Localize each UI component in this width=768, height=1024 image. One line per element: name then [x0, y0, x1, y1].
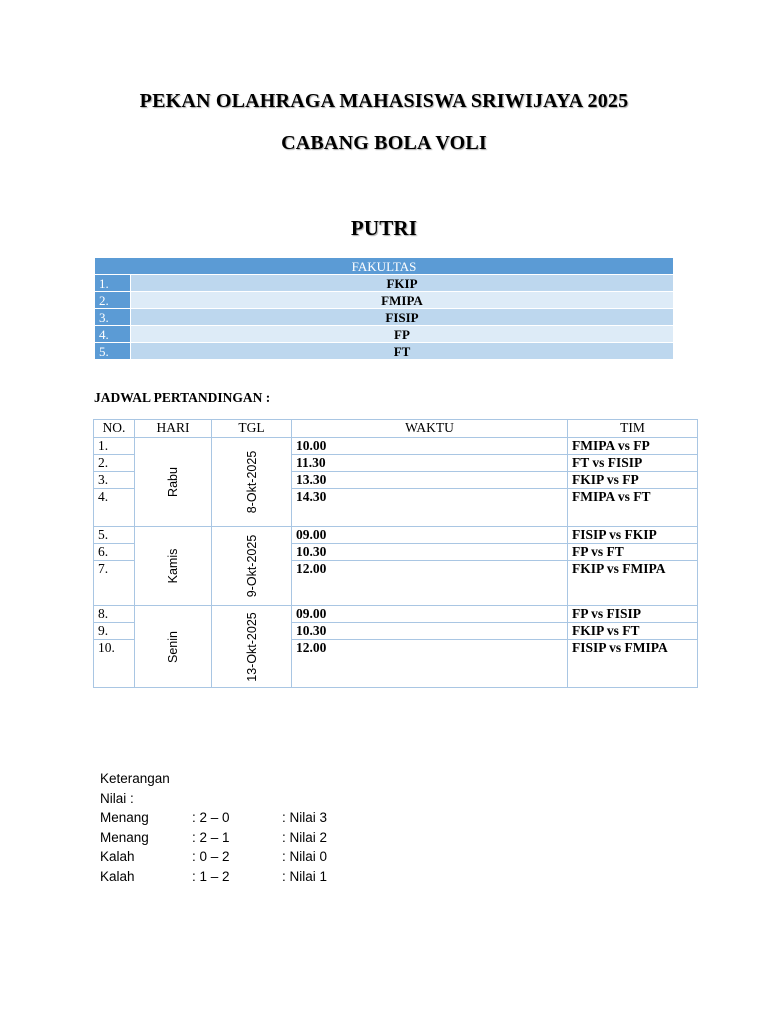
- keterangan-subtitle: Nilai :: [100, 790, 134, 806]
- fakultas-no: 4.: [95, 326, 131, 343]
- header-tgl: TGL: [212, 420, 292, 438]
- fakultas-no: 1.: [95, 275, 131, 292]
- match-teams: FP vs FISIP: [568, 606, 698, 623]
- result-label: Menang: [100, 829, 149, 845]
- match-time: 10.30: [292, 544, 568, 561]
- match-no: 7.: [94, 561, 135, 606]
- fakultas-name: FMIPA: [131, 292, 674, 309]
- date-label: 13-Okt-2025: [244, 611, 259, 682]
- header-no: NO.: [94, 420, 135, 438]
- day-cell: [135, 527, 212, 606]
- match-no: 10.: [94, 640, 135, 688]
- match-time: 10.30: [292, 623, 568, 640]
- match-no: 8.: [94, 606, 135, 623]
- fakultas-row: [95, 275, 674, 292]
- match-time: 12.00: [292, 640, 568, 688]
- fakultas-header: FAKULTAS: [95, 258, 674, 275]
- fakultas-name: FISIP: [131, 309, 674, 326]
- match-time: 12.00: [292, 561, 568, 606]
- keterangan-row: [100, 828, 327, 848]
- category-heading: PUTRI: [350, 216, 418, 240]
- match-time: 11.30: [292, 455, 568, 472]
- match-no: 9.: [94, 623, 135, 640]
- match-row: [94, 606, 698, 623]
- match-time: 09.00: [292, 606, 568, 623]
- match-time: 14.30: [292, 489, 568, 527]
- result-label: Kalah: [100, 868, 135, 884]
- match-time: 09.00: [292, 527, 568, 544]
- match-teams: FKIP vs FT: [568, 623, 698, 640]
- schedule-table: [93, 419, 698, 688]
- day-label: Kamis: [166, 548, 180, 584]
- match-no: 2.: [94, 455, 135, 472]
- fakultas-header-row: [95, 258, 674, 275]
- match-no: 6.: [94, 544, 135, 561]
- match-time: 10.00: [292, 438, 568, 455]
- result-label: Kalah: [100, 849, 135, 864]
- schedule-header-row: [94, 420, 698, 438]
- match-row: [94, 438, 698, 455]
- keterangan-section: [100, 769, 327, 886]
- nilai-label: : Nilai 2: [282, 829, 328, 845]
- nilai-label: : Nilai 1: [282, 868, 328, 884]
- match-teams: FP vs FT: [568, 544, 698, 561]
- nilai-label: : Nilai 0: [282, 849, 328, 864]
- match-teams: FKIP vs FP: [568, 472, 698, 489]
- match-no: 1.: [94, 438, 135, 455]
- keterangan-row: [100, 847, 327, 867]
- match-teams: FISIP vs FKIP: [568, 527, 698, 544]
- fakultas-name: FP: [131, 326, 674, 343]
- match-no: 5.: [94, 527, 135, 544]
- fakultas-no: 2.: [95, 292, 131, 309]
- fakultas-row: [95, 326, 674, 343]
- page-title: PEKAN OLAHRAGA MAHASISWA SRIWIJAYA 2025: [139, 90, 629, 112]
- fakultas-table: [94, 257, 674, 360]
- date-cell: [212, 438, 292, 527]
- date-cell: [212, 606, 292, 688]
- date-label: 8-Okt-2025: [244, 450, 259, 514]
- score-label: : 2 – 0: [192, 810, 230, 825]
- header-waktu: WAKTU: [292, 420, 568, 438]
- fakultas-name: FKIP: [131, 275, 674, 292]
- fakultas-row: [95, 309, 674, 326]
- match-teams: FISIP vs FMIPA: [568, 640, 698, 688]
- keterangan-row: [100, 867, 327, 887]
- match-no: 4.: [94, 489, 135, 527]
- day-cell: [135, 438, 212, 527]
- fakultas-no: 3.: [95, 309, 131, 326]
- date-cell: [212, 527, 292, 606]
- score-label: : 2 – 1: [192, 829, 230, 845]
- match-teams: FMIPA vs FP: [568, 438, 698, 455]
- date-label: 9-Okt-2025: [244, 534, 259, 598]
- keterangan-row: [100, 808, 327, 828]
- keterangan-title: Keterangan: [100, 771, 170, 786]
- score-label: : 0 – 2: [192, 849, 230, 864]
- match-no: 3.: [94, 472, 135, 489]
- match-teams: FT vs FISIP: [568, 455, 698, 472]
- header-hari: HARI: [135, 420, 212, 438]
- page-subtitle: CABANG BOLA VOLI: [281, 132, 487, 154]
- schedule-label: JADWAL PERTANDINGAN :: [94, 390, 271, 405]
- result-label: Menang: [100, 810, 149, 825]
- day-label: Senin: [166, 630, 180, 663]
- match-time: 13.30: [292, 472, 568, 489]
- day-cell: [135, 606, 212, 688]
- match-row: [94, 527, 698, 544]
- score-label: : 1 – 2: [192, 868, 230, 884]
- fakultas-no: 5.: [95, 343, 131, 360]
- match-teams: FKIP vs FMIPA: [568, 561, 698, 606]
- header-tim: TIM: [568, 420, 698, 438]
- nilai-label: : Nilai 3: [282, 810, 328, 825]
- fakultas-row: [95, 343, 674, 360]
- match-teams: FMIPA vs FT: [568, 489, 698, 527]
- day-label: Rabu: [166, 467, 180, 497]
- fakultas-row: [95, 292, 674, 309]
- fakultas-name: FT: [131, 343, 674, 360]
